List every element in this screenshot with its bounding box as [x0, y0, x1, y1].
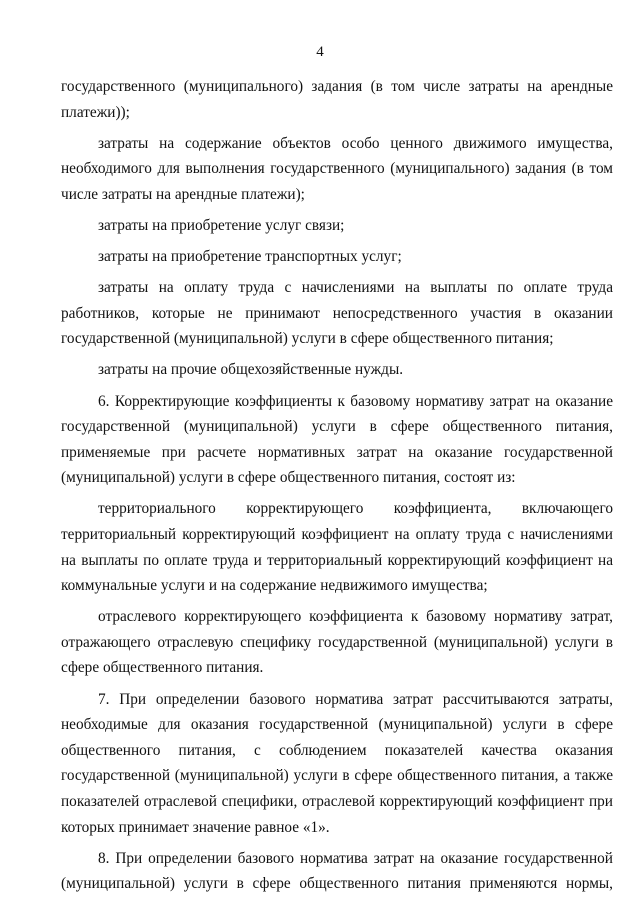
paragraph-movable-property-costs: затраты на содержание объектов особо ценного движимого имущества, необходимого для выполнения государственного (муниципального) задания (в том числе затраты на арендные платежи);: [61, 134, 613, 203]
paragraph-continuation: государственного (муниципального) задания (в том числе затраты на арендные платежи));: [61, 78, 613, 121]
document-body: [61, 74, 613, 902]
paragraph-item-8: 8. При определении базового норматива затрат на оказание государственной (муниципальной) услуги в сфере общественного питания применяются нормы,: [61, 849, 613, 893]
paragraph-territorial-coefficient: территориального корректирующего коэффициента, включающего территориальный корректирующий коэффициент на оплату труда с начислениями на выплаты по оплате труда и территориальный корректирующий коэффициент на коммунальные услуги и на содержание недвижимого имущества;: [61, 500, 613, 595]
paragraph-labor-costs: затраты на оплату труда с начислениями на выплаты по оплате труда работников, которые не принимают непосредственного участия в оказании государственной (муниципальной) услуги в сфере общественного питания;: [61, 279, 613, 348]
paragraph-transport-costs: затраты на приобретение транспортных услуг;: [98, 248, 402, 266]
paragraph-item-6: 6. Корректирующие коэффициенты к базовому нормативу затрат на оказание государственной (муниципальной) услуги в сфере общественного питания, применяемые при расчете нормативных затрат на оказание государственной (муниципальной) услуги в сфере общественного питания, состоят из:: [61, 392, 613, 487]
paragraph-sectoral-coefficient: отраслевого корректирующего коэффициента к базовому нормативу затрат, отражающего отраслевую специфику государственной (муниципальной) услуги в сфере общественного питания.: [61, 608, 613, 677]
paragraph-item-7: 7. При определении базового норматива затрат рассчитываются затраты, необходимые для оказания государственной (муниципальной) услуги в сфере общественного питания, с соблюдением показателей качества оказания государственной (муниципальной) услуги в сфере общественного питания, а также показателей отраслевой специфики, отраслевой корректирующий коэффициент при которых принимает значение равное «1».: [61, 690, 613, 836]
paragraph-communication-costs: затраты на приобретение услуг связи;: [98, 216, 345, 234]
paragraph-general-needs: затраты на прочие общехозяйственные нужды.: [98, 361, 404, 379]
page-number: 4: [316, 44, 324, 60]
